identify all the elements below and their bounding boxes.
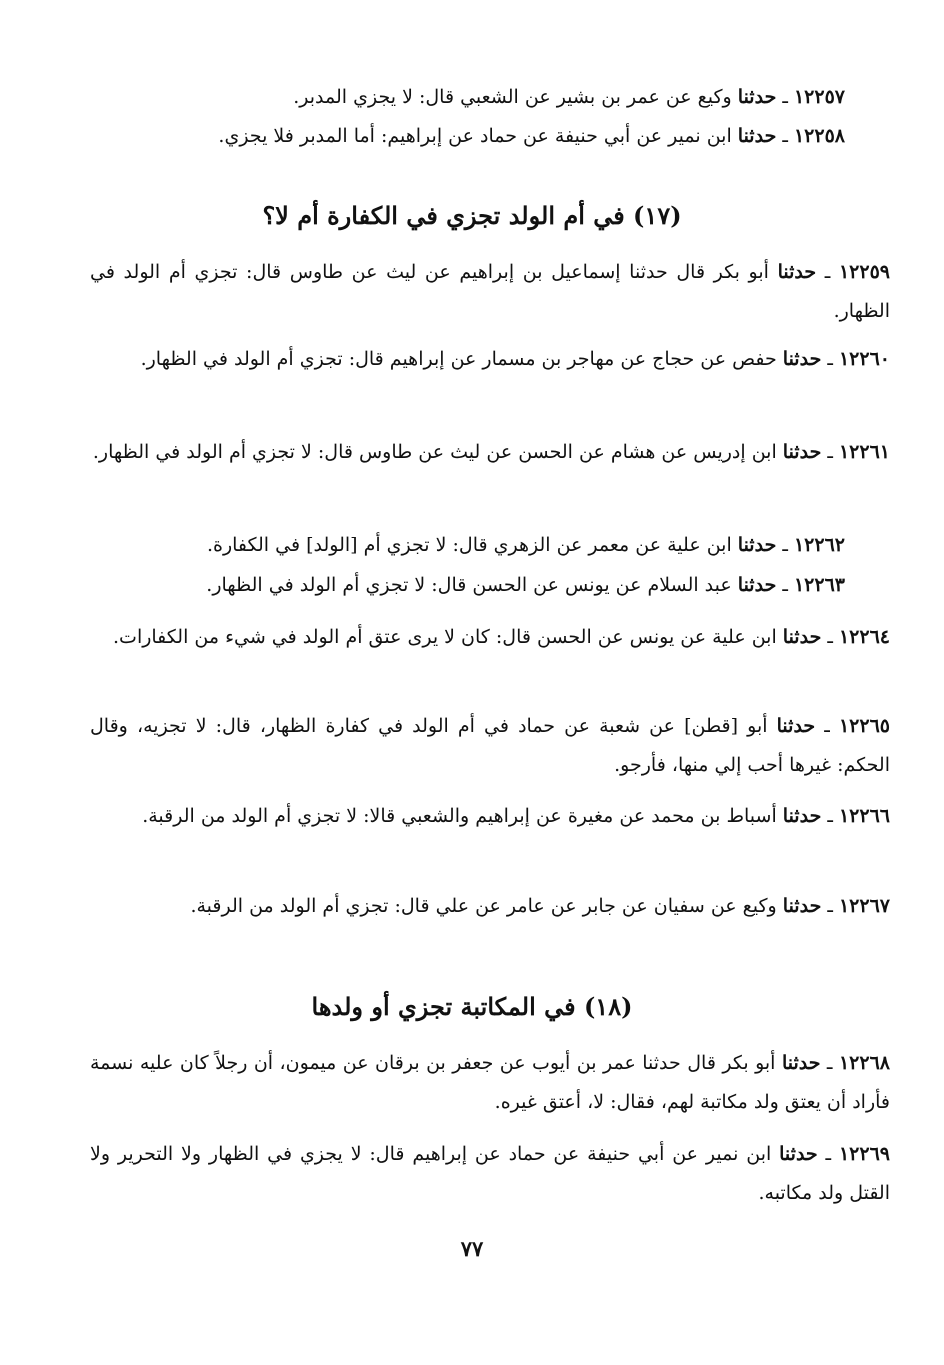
entry-12261: ١٢٢٦١ ـ حدثنا ابن إدريس عن هشام عن الحسن عن ليث عن طاوس قال: لا تجزي أم الولد في الظهار.	[92, 441, 890, 463]
entry-12265: ١٢٢٦٥ ـ حدثنا أبو [قطن] عن شعبة عن حماد في أم الولد في كفارة الظهار، قال: لا تجزيه، وقال الحكم: غيرها أحب إلي منها، فأرجو.	[90, 715, 890, 776]
entry-lead: حدثنا	[782, 348, 822, 370]
entry-text: أبو بكر قال حدثنا إسماعيل بن إبراهيم عن ليث عن طاوس قال: تجزي أم الولد في الظهار.	[90, 261, 890, 322]
entry-number: ١٢٢٦٦	[838, 805, 890, 827]
entry-number: ١٢٢٦١	[838, 441, 890, 463]
entry-text: حفص عن حجاج عن مهاجر بن مسمار عن إبراهيم قال: تجزي أم الولد في الظهار.	[140, 348, 777, 370]
entry-text: وكيع عن سفيان عن جابر عن عامر عن علي قال: تجزي أم الولد من الرقبة.	[190, 895, 777, 917]
entry-number: ١٢٢٦٣	[793, 574, 845, 596]
entry-lead: حدثنا	[782, 626, 822, 648]
entry-text: وكيع عن عمر بن بشير عن الشعبي قال: لا يجزي المدبر.	[293, 86, 732, 108]
entry-lead: حدثنا	[782, 805, 822, 827]
entry-lead: حدثنا	[737, 86, 777, 108]
entry-12259: ١٢٢٥٩ ـ حدثنا أبو بكر قال حدثنا إسماعيل بن إبراهيم عن ليث عن طاوس قال: تجزي أم الولد في الظهار.	[90, 261, 890, 322]
entry-text: ابن نمير عن أبي حنيفة عن حماد عن إبراهيم: أما المدبر فلا يجزي.	[218, 125, 732, 147]
entry-text: أسباط بن محمد عن مغيرة عن إبراهيم والشعبي قالا: لا تجزي أم الولد من الرقبة.	[142, 805, 777, 827]
entry-12263: ١٢٢٦٣ ـ حدثنا عبد السلام عن يونس عن الحسن قال: لا تجزي أم الولد في الظهار.	[206, 574, 845, 596]
entry-12262: ١٢٢٦٢ ـ حدثنا ابن علية عن معمر عن الزهري قال: لا تجزي أم [الولد] في الكفارة.	[206, 534, 845, 556]
entry-text: ابن إدريس عن هشام عن الحسن عن ليث عن طاوس قال: لا تجزي أم الولد في الظهار.	[92, 441, 777, 463]
entry-lead: حدثنا	[781, 1052, 821, 1074]
entry-number: ١٢٢٥٩	[838, 261, 890, 283]
entry-number: ١٢٢٦٤	[838, 626, 890, 648]
entry-lead: حدثنا	[779, 1143, 818, 1165]
entry-12266: ١٢٢٦٦ ـ حدثنا أسباط بن محمد عن مغيرة عن إبراهيم والشعبي قالا: لا تجزي أم الولد من الرقبة.	[142, 805, 890, 827]
entry-text: أبو [قطن] عن شعبة عن حماد في أم الولد في كفارة الظهار، قال: لا تجزيه، وقال الحكم: غيرها أحب إلي منها، فأرجو.	[90, 715, 890, 776]
entry-lead: حدثنا	[782, 895, 822, 917]
entry-number: ١٢٢٥٧	[793, 86, 845, 108]
entry-number: ١٢٢٥٨	[793, 125, 845, 147]
entry-number: ١٢٢٦٨	[838, 1052, 890, 1074]
entry-number: ١٢٢٦٧	[838, 895, 890, 917]
entry-text: ابن علية عن معمر عن الزهري قال: لا تجزي أم [الولد] في الكفارة.	[206, 534, 732, 556]
entry-lead: حدثنا	[737, 574, 777, 596]
section-heading-17: (١٧) في أم الولد تجزي في الكفارة أم لا؟	[262, 201, 682, 230]
entry-lead: حدثنا	[737, 534, 777, 556]
entry-12260: ١٢٢٦٠ ـ حدثنا حفص عن حجاج عن مهاجر بن مسمار عن إبراهيم قال: تجزي أم الولد في الظهار.	[140, 348, 890, 370]
entry-12258: ١٢٢٥٨ ـ حدثنا ابن نمير عن أبي حنيفة عن حماد عن إبراهيم: أما المدبر فلا يجزي.	[218, 125, 845, 147]
entry-text: ابن علية عن يونس عن الحسن قال: كان لا يرى عتق أم الولد في شيء من الكفارات.	[113, 626, 777, 648]
entry-number: ١٢٢٦٥	[838, 715, 890, 737]
entry-lead: حدثنا	[777, 261, 817, 283]
entry-lead: حدثنا	[782, 441, 822, 463]
entry-12269: ١٢٢٦٩ ـ حدثنا ابن نمير عن أبي حنيفة عن حماد عن إبراهيم قال: لا يجزي في الظهار ولا التحرير ولا القتل ولد مكاتبه.	[90, 1143, 890, 1204]
entry-number: ١٢٢٦٩	[838, 1143, 890, 1165]
entry-12257: ١٢٢٥٧ ـ حدثنا وكيع عن عمر بن بشير عن الشعبي قال: لا يجزي المدبر.	[293, 86, 845, 108]
entry-12268: ١٢٢٦٨ ـ حدثنا أبو بكر قال حدثنا عمر بن أيوب عن جعفر بن برقان عن ميمون، أن رجلاً كان عليه نسمة فأراد أن يعتق ولد مكاتبة لهم، فقال: لا، أعتق غيره.	[90, 1052, 890, 1113]
section-heading-18: (١٨) في المكاتبة تجزي أو ولدها	[311, 992, 633, 1021]
page-number: ٧٧	[460, 1236, 484, 1261]
entry-text: ابن نمير عن أبي حنيفة عن حماد عن إبراهيم قال: لا يجزي في الظهار ولا التحرير ولا القتل ولد مكاتبه.	[90, 1143, 890, 1204]
entry-lead: حدثنا	[776, 715, 816, 737]
entry-12267: ١٢٢٦٧ ـ حدثنا وكيع عن سفيان عن جابر عن عامر عن علي قال: تجزي أم الولد من الرقبة.	[190, 895, 890, 917]
entry-number: ١٢٢٦٠	[838, 348, 890, 370]
entry-text: أبو بكر قال حدثنا عمر بن أيوب عن جعفر بن برقان عن ميمون، أن رجلاً كان عليه نسمة فأراد أن يعتق ولد مكاتبة لهم، فقال: لا، أعتق غيره.	[90, 1052, 890, 1113]
entry-text: عبد السلام عن يونس عن الحسن قال: لا تجزي أم الولد في الظهار.	[206, 574, 732, 596]
entry-12264: ١٢٢٦٤ ـ حدثنا ابن علية عن يونس عن الحسن قال: كان لا يرى عتق أم الولد في شيء من الكفارات.	[113, 626, 890, 648]
entry-lead: حدثنا	[737, 125, 777, 147]
entry-number: ١٢٢٦٢	[793, 534, 845, 556]
